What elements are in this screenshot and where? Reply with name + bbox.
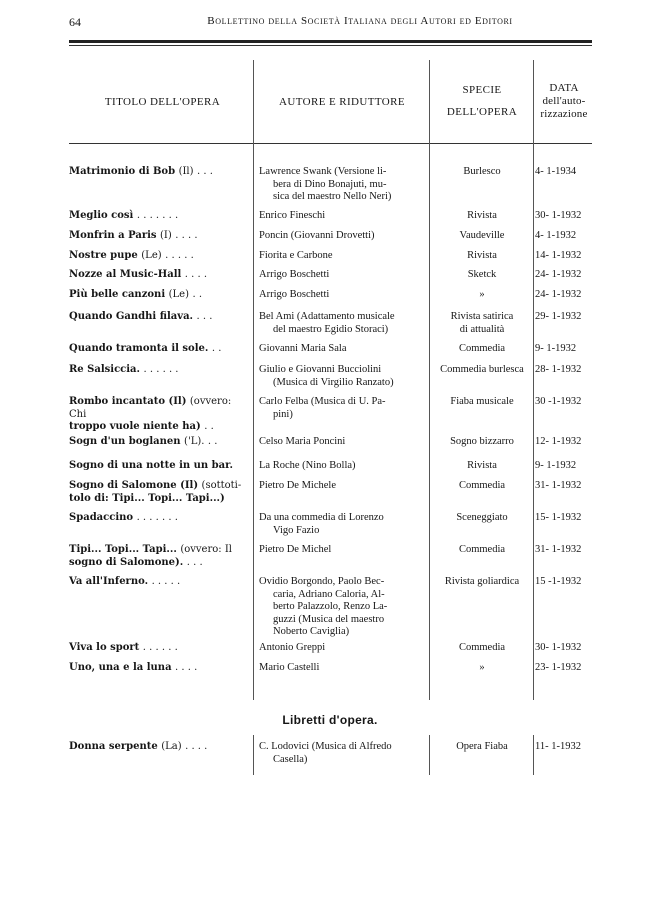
genre-text: Sketck — [467, 269, 497, 280]
author-line: Mario Castelli — [259, 662, 320, 673]
row-genre — [432, 289, 532, 302]
row-title — [69, 741, 249, 754]
row-author — [259, 364, 427, 389]
title-continuation: sogno di Salomone). — [69, 556, 184, 568]
leader-dots: . . . . — [175, 662, 198, 673]
row-genre — [432, 460, 532, 473]
row-date: 23- 1-1932 — [535, 662, 582, 673]
header-date-line3: rizzazione — [540, 108, 588, 120]
row-author — [259, 210, 427, 223]
author-line: C. Lodovici (Musica di Alfredo — [259, 741, 392, 752]
title-note: ('L). — [184, 436, 205, 447]
header-genre-line2: DELL'OPERA — [446, 106, 518, 118]
author-line: Poncin (Giovanni Drovetti) — [259, 230, 375, 241]
row-title — [69, 364, 249, 377]
row-title — [69, 512, 249, 525]
header-author: AUTORE E RIDUTTORE — [279, 96, 405, 108]
genre-text: Fiaba musicale — [450, 396, 514, 407]
leader-dots: . . . . . . . — [136, 210, 179, 221]
header-genre-line1: SPECIE — [462, 84, 502, 96]
author-continuation: Noberto Caviglia) — [273, 626, 350, 637]
leader-dots: . . . . . — [165, 250, 194, 261]
row-title — [69, 576, 249, 589]
row-author — [259, 311, 427, 336]
author-line: Enrico Fineschi — [259, 210, 326, 221]
author-continuation: guzzi (Musica del maestro — [273, 613, 385, 625]
row-date: 30- 1-1932 — [535, 642, 582, 653]
row-title — [69, 396, 249, 434]
running-head: Bollettino della Società Italiana degli Autori ed Editori — [207, 15, 513, 27]
row-genre — [432, 436, 532, 449]
top-rule-thick — [69, 40, 592, 43]
row-author — [259, 512, 427, 537]
row-date: 15 -1-1932 — [535, 576, 582, 587]
author-line: Lawrence Swank (Versione li- — [259, 166, 387, 177]
row-date: 29- 1-1932 — [535, 311, 582, 322]
leader-dots: . . . — [186, 556, 203, 568]
author-line: Giovanni Maria Sala — [259, 343, 347, 354]
author-line: Pietro De Michel — [259, 544, 332, 555]
genre-text: Commedia — [458, 544, 506, 555]
row-title — [69, 210, 249, 223]
row-genre — [432, 230, 532, 243]
row-date: 4- 1-1934 — [535, 166, 577, 177]
author-line: Carlo Felba (Musica di U. Pa- — [259, 396, 386, 407]
title-note: (ovvero: Il — [180, 544, 232, 555]
row-title — [69, 230, 249, 243]
header-date-line2: dell'auto- — [542, 95, 586, 107]
opera-title: Sogn d'un boglanen — [69, 436, 181, 447]
leader-dots: . . — [211, 343, 222, 354]
row-title — [69, 480, 249, 505]
row-genre — [432, 343, 532, 356]
row-author — [259, 230, 427, 243]
title-note: (Il) — [178, 166, 194, 177]
author-continuation: berto Palazzolo, Renzo La- — [273, 601, 388, 612]
leader-dots: . . . . . . . — [136, 512, 178, 523]
leader-dots: . . . . . . — [142, 642, 178, 653]
column-divider — [533, 735, 534, 775]
opera-title: Rombo incantato (Il) — [69, 396, 187, 407]
column-divider — [429, 735, 430, 775]
leader-dots: . . . . — [185, 741, 208, 752]
column-divider — [429, 60, 430, 700]
section-title: Libretti d'opera. — [282, 713, 378, 727]
genre-text: Burlesco — [463, 166, 501, 177]
author-line: Da una commedia di Lorenzo — [259, 512, 384, 523]
row-date: 28- 1-1932 — [535, 364, 582, 375]
genre-text: Rivista satirica — [450, 311, 514, 322]
genre-text: Rivista — [467, 460, 497, 471]
title-note: (sottoti- — [201, 480, 242, 491]
row-date: 30- 1-1932 — [535, 210, 582, 221]
top-rule-thin — [69, 45, 592, 46]
row-date: 9- 1-1932 — [535, 343, 577, 354]
row-date: 31- 1-1932 — [535, 544, 582, 555]
author-continuation: Vigo Fazio — [273, 524, 320, 536]
row-date: 30 -1-1932 — [535, 396, 582, 407]
title-note: (I) — [160, 230, 172, 241]
row-genre — [432, 364, 532, 377]
row-title — [69, 269, 249, 282]
row-author — [259, 250, 427, 263]
genre-text: Sceneggiato — [456, 512, 508, 523]
header-title: TITOLO DELL'OPERA — [104, 96, 221, 108]
opera-title: Donna serpente — [69, 741, 158, 752]
row-author — [259, 544, 427, 557]
row-author — [259, 662, 427, 675]
row-title — [69, 642, 249, 655]
title-note: (La) — [161, 741, 182, 752]
row-author — [259, 460, 427, 473]
title-continuation: tolo di: Tipi... Topi... Tapi...) — [69, 492, 225, 504]
row-genre — [432, 210, 532, 223]
row-author — [259, 741, 427, 766]
row-title — [69, 250, 249, 263]
row-date: 24- 1-1932 — [535, 289, 582, 300]
opera-title: Sogno di Salomone (Il) — [69, 480, 199, 491]
row-date: 14- 1-1932 — [535, 250, 582, 261]
leader-dots: . . . . — [184, 269, 208, 280]
title-note: (Le) — [141, 250, 162, 261]
author-line: Ovidio Borgondo, Paolo Bec- — [259, 576, 385, 587]
opera-title: Quando Gandhi filava. — [69, 311, 194, 322]
genre-text: » — [479, 289, 485, 300]
opera-title: Va all'Inferno. — [69, 576, 149, 587]
genre-text: Opera Fiaba — [456, 741, 508, 752]
row-title — [69, 662, 249, 675]
row-author — [259, 480, 427, 493]
row-genre — [432, 741, 532, 754]
author-continuation: del maestro Egidio Storaci) — [273, 323, 389, 335]
opera-title: Tipi... Topi... Tapi... — [69, 544, 177, 555]
row-genre — [432, 311, 532, 336]
author-line: Giulio e Giovanni Bucciolini — [259, 364, 382, 375]
row-date: 24- 1-1932 — [535, 269, 582, 280]
row-title — [69, 436, 249, 449]
author-line: Arrigo Boschetti — [259, 269, 330, 280]
row-genre — [432, 396, 532, 409]
opera-title: Spadaccino — [69, 512, 134, 523]
row-date: 31- 1-1932 — [535, 480, 582, 491]
author-continuation: caria, Adriano Caloria, Al- — [273, 588, 385, 600]
author-line: La Roche (Nino Bolla) — [259, 460, 356, 471]
genre-text: Commedia — [458, 480, 506, 491]
opera-title: Sogno di una notte in un bar. — [69, 460, 233, 471]
opera-title: Nostre pupe — [69, 250, 138, 261]
row-author — [259, 396, 427, 421]
genre-text: Rivista — [467, 250, 497, 261]
leader-dots: . . — [192, 289, 203, 300]
author-continuation: pini) — [273, 408, 293, 420]
genre-text: Commedia — [458, 642, 506, 653]
row-title — [69, 544, 249, 569]
row-title — [69, 460, 249, 473]
row-genre — [432, 250, 532, 263]
row-author — [259, 289, 427, 302]
opera-title: Uno, una e la luna — [69, 662, 172, 673]
opera-title: Meglio così — [69, 210, 134, 221]
title-note: (ovvero: Chi — [69, 396, 232, 420]
leader-dots: . . . . — [175, 230, 198, 241]
header-rule — [69, 143, 592, 144]
opera-title: Matrimonio di Bob — [69, 166, 176, 177]
page-number: 64 — [69, 15, 81, 29]
row-title — [69, 289, 249, 302]
author-continuation: Casella) — [273, 753, 308, 765]
genre-text: » — [479, 662, 485, 673]
row-date: 9- 1-1932 — [535, 460, 577, 471]
row-genre — [432, 512, 532, 525]
author-line: Antonio Greppi — [259, 642, 326, 653]
author-line: Pietro De Michele — [259, 480, 336, 491]
genre-text: Vaudeville — [459, 230, 505, 241]
leader-dots: . . . — [196, 311, 213, 322]
opera-title: Quando tramonta il sole. — [69, 343, 209, 354]
row-date: 15- 1-1932 — [535, 512, 582, 523]
row-genre — [432, 576, 532, 589]
row-genre — [432, 269, 532, 282]
leader-dots: . . — [207, 436, 218, 447]
genre-text: di attualità — [459, 323, 505, 335]
opera-title: Più belle canzoni — [69, 289, 166, 300]
author-continuation: bera di Dino Bonajuti, mu- — [273, 178, 387, 190]
row-author — [259, 576, 427, 639]
author-line: Arrigo Boschetti — [259, 289, 330, 300]
title-note: (Le) — [168, 289, 189, 300]
author-line: Fiorita e Carbone — [259, 250, 333, 261]
row-date: 4- 1-1932 — [535, 230, 577, 241]
row-date: 11- 1-1932 — [535, 741, 581, 752]
row-title — [69, 166, 249, 179]
genre-text: Rivista — [467, 210, 497, 221]
row-author — [259, 436, 427, 449]
leader-dots: . . . . . . — [143, 364, 179, 375]
leader-dots: . . . — [197, 166, 213, 177]
author-continuation: (Musica di Virgilio Ranzato) — [273, 376, 394, 388]
row-genre — [432, 166, 532, 179]
row-author — [259, 642, 427, 655]
row-date: 12- 1-1932 — [535, 436, 582, 447]
row-genre — [432, 480, 532, 493]
genre-text: Commedia — [458, 343, 506, 354]
row-title — [69, 311, 249, 324]
row-genre — [432, 642, 532, 655]
genre-text: Sogno bizzarro — [450, 436, 514, 447]
row-title — [69, 343, 249, 356]
leader-dots: . . . . . — [151, 576, 181, 587]
title-continuation: troppo vuole niente ha) — [69, 421, 201, 432]
row-genre — [432, 544, 532, 557]
opera-title: Re Salsiccia. — [69, 364, 141, 375]
row-author — [259, 269, 427, 282]
opera-title: Viva lo sport — [69, 642, 140, 653]
row-author — [259, 166, 427, 204]
author-line: Celso Maria Poncini — [259, 436, 346, 447]
genre-text: Commedia burlesca — [440, 364, 524, 375]
column-divider — [253, 735, 254, 775]
header-date — [534, 82, 594, 121]
author-line: Bel Ami (Adattamento musicale — [259, 311, 395, 322]
row-author — [259, 343, 427, 356]
column-divider — [253, 60, 254, 700]
header-date-line1: DATA — [549, 82, 579, 94]
genre-text: Rivista goliardica — [444, 576, 520, 587]
header-genre — [432, 82, 532, 120]
opera-title: Monfrin a Paris — [69, 230, 157, 241]
opera-title: Nozze al Music-Hall — [69, 269, 182, 280]
row-genre — [432, 662, 532, 675]
author-continuation: sica del maestro Nello Neri) — [273, 191, 392, 202]
column-divider — [533, 60, 534, 700]
leader-dots: . . — [204, 421, 214, 432]
